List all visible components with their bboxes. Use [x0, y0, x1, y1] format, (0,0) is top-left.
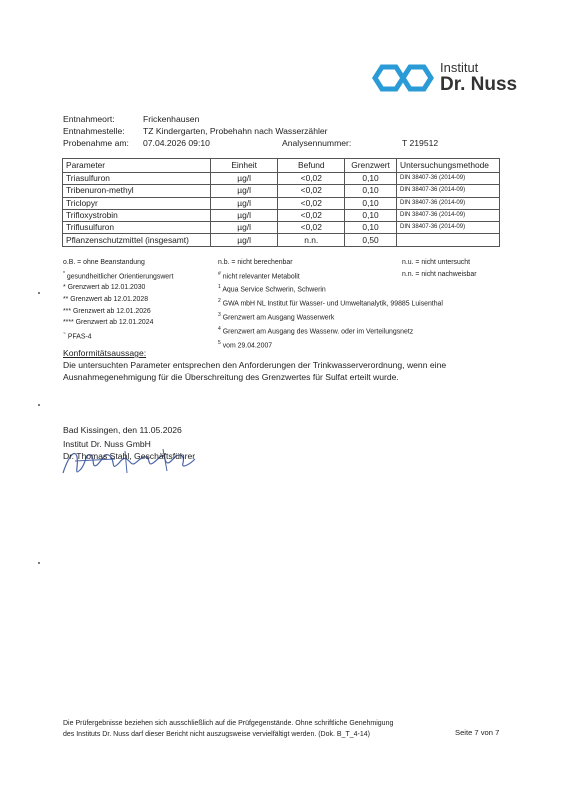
table-row: [63, 222, 500, 234]
legend-item: n.n. = nicht nachweisbar: [402, 270, 477, 278]
cell-befund: n.n.: [278, 234, 345, 246]
cell-grenzwert: 0,10: [345, 185, 397, 197]
cell-methode: DIN 38407-36 (2014-09): [397, 209, 500, 221]
cell-methode: DIN 38407-36 (2014-09): [397, 185, 500, 197]
legend-item: $^2$ GWA mbH NL Institut für Wasser- und Umweltanalytik, 99885 Luisenthal: [218, 298, 443, 308]
place-date: Bad Kissingen, den 11.05.2026: [63, 425, 182, 435]
table-row: [63, 209, 500, 221]
konformitaet-line2: Ausnahmegenehmigung für die Überschreitung des Grenzwertes für Sulfat erteilt wurde.: [63, 372, 399, 382]
probenahme-label: Probenahme am:: [63, 138, 129, 148]
legend-item: $^5$ vom 29.04.2007: [218, 340, 273, 350]
table-header-row: [63, 159, 500, 173]
cell-befund: <0,02: [278, 173, 345, 185]
table-row: [63, 185, 500, 197]
signature-person: Dr. Thomas Stahl, Geschäftsführer: [63, 451, 196, 461]
cell-parameter: Triflusulfuron: [63, 222, 211, 234]
cell-grenzwert: 0,50: [345, 234, 397, 246]
page-number: Seite 7 von 7: [455, 728, 500, 737]
cell-einheit: µg/l: [210, 209, 278, 221]
legend-item: $^3$ Grenzwert am Ausgang Wasserwerk: [218, 312, 335, 322]
legend-item: # nicht relevanter Metabolit: [218, 270, 300, 280]
signature-org: Institut Dr. Nuss GmbH: [63, 439, 151, 449]
cell-parameter: Triclopyr: [63, 197, 211, 209]
table-row: [63, 173, 500, 185]
legend-item: ** Grenzwert ab 12.01.2028: [63, 296, 149, 304]
analysennummer-label: Analysennummer:: [282, 138, 352, 148]
cell-methode: [397, 234, 500, 246]
analysennummer-value: T 219512: [402, 138, 439, 148]
legend-item: $^1$ Aqua Service Schwerin, Schwerin: [218, 284, 326, 294]
cell-befund: <0,02: [278, 185, 345, 197]
legend-item: $^4$ Grenzwert am Ausgang des Wasserw. oder im Verteilungsnetz: [218, 326, 414, 336]
legend-item: ~ PFAS-4: [63, 330, 92, 341]
margin-dot: [38, 292, 40, 294]
header-grenzwert: Grenzwert: [345, 159, 397, 173]
cell-methode: DIN 38407-36 (2014-09): [397, 222, 500, 234]
entnahmestelle-label: Entnahmestelle:: [63, 126, 125, 136]
cell-einheit: µg/l: [210, 185, 278, 197]
cell-grenzwert: 0,10: [345, 222, 397, 234]
legend-item: **** Grenzwert ab 12.01.2024: [63, 319, 154, 327]
legend-item: *** Grenzwert ab 12.01.2026: [63, 307, 151, 315]
cell-grenzwert: 0,10: [345, 197, 397, 209]
cell-methode: DIN 38407-36 (2014-09): [397, 173, 500, 185]
cell-parameter: Triasulfuron: [63, 173, 211, 185]
legend-col3: [402, 257, 477, 280]
cell-parameter: Trifloxystrobin: [63, 209, 211, 221]
cell-einheit: µg/l: [210, 173, 278, 185]
results-table: [62, 158, 500, 247]
legend-item: * Grenzwert ab 12.01.2030: [63, 284, 146, 292]
cell-parameter: Pflanzenschutzmittel (insgesamt): [63, 234, 211, 246]
legend-item: * gesundheitlicher Orientierungswert: [63, 270, 174, 280]
footer-line2: des Instituts Dr. Nuss darf dieser Bericht nicht auszugsweise vervielfältigt werden. (Dok. B_T_4-14): [63, 731, 370, 738]
logo-line1: Institut: [440, 60, 479, 75]
entnahmeort-value: Frickenhausen: [143, 114, 200, 124]
footer-line1: Die Prüfergebnisse beziehen sich ausschließlich auf die Prüfgegenstände. Ohne schriftliche Genehmigung: [63, 720, 394, 727]
entnahmeort-label: Entnahmeort:: [63, 114, 115, 124]
header-methode: Untersuchungsmethode: [397, 159, 500, 173]
cell-befund: <0,02: [278, 197, 345, 209]
cell-einheit: µg/l: [210, 222, 278, 234]
logo-line2: Dr. Nuss: [440, 74, 518, 95]
header-befund: Befund: [278, 159, 345, 173]
cell-parameter: Tribenuron-methyl: [63, 185, 211, 197]
cell-methode: DIN 38407-36 (2014-09): [397, 197, 500, 209]
probenahme-value: 07.04.2026 09:10: [143, 138, 210, 148]
header-einheit: Einheit: [210, 159, 278, 173]
legend-item: n.u. = nicht untersucht: [402, 259, 470, 266]
table-row: [63, 234, 500, 246]
cell-grenzwert: 0,10: [345, 209, 397, 221]
cell-grenzwert: 0,10: [345, 173, 397, 185]
konformitaet-line1: Die untersuchten Parameter entsprechen den Anforderungen der Trinkwasserverordnung, wenn eine: [63, 360, 447, 370]
legend-item: n.b. = nicht berechenbar: [218, 259, 293, 266]
handwritten-signature: [55, 443, 205, 483]
cell-einheit: µg/l: [210, 197, 278, 209]
legend-col1: [63, 257, 173, 343]
entnahmestelle-value: TZ Kindergarten, Probehahn nach Wasserzähler: [143, 126, 328, 136]
cell-befund: <0,02: [278, 222, 345, 234]
cell-einheit: µg/l: [210, 234, 278, 246]
cell-befund: <0,02: [278, 209, 345, 221]
legend-item: o.B. = ohne Beanstandung: [63, 259, 145, 266]
table-row: [63, 197, 500, 209]
margin-dot: [38, 404, 40, 406]
header-parameter: Parameter: [63, 159, 211, 173]
konformitaet-heading: Konformitätsaussage:: [63, 348, 147, 358]
margin-dot: [38, 562, 40, 564]
